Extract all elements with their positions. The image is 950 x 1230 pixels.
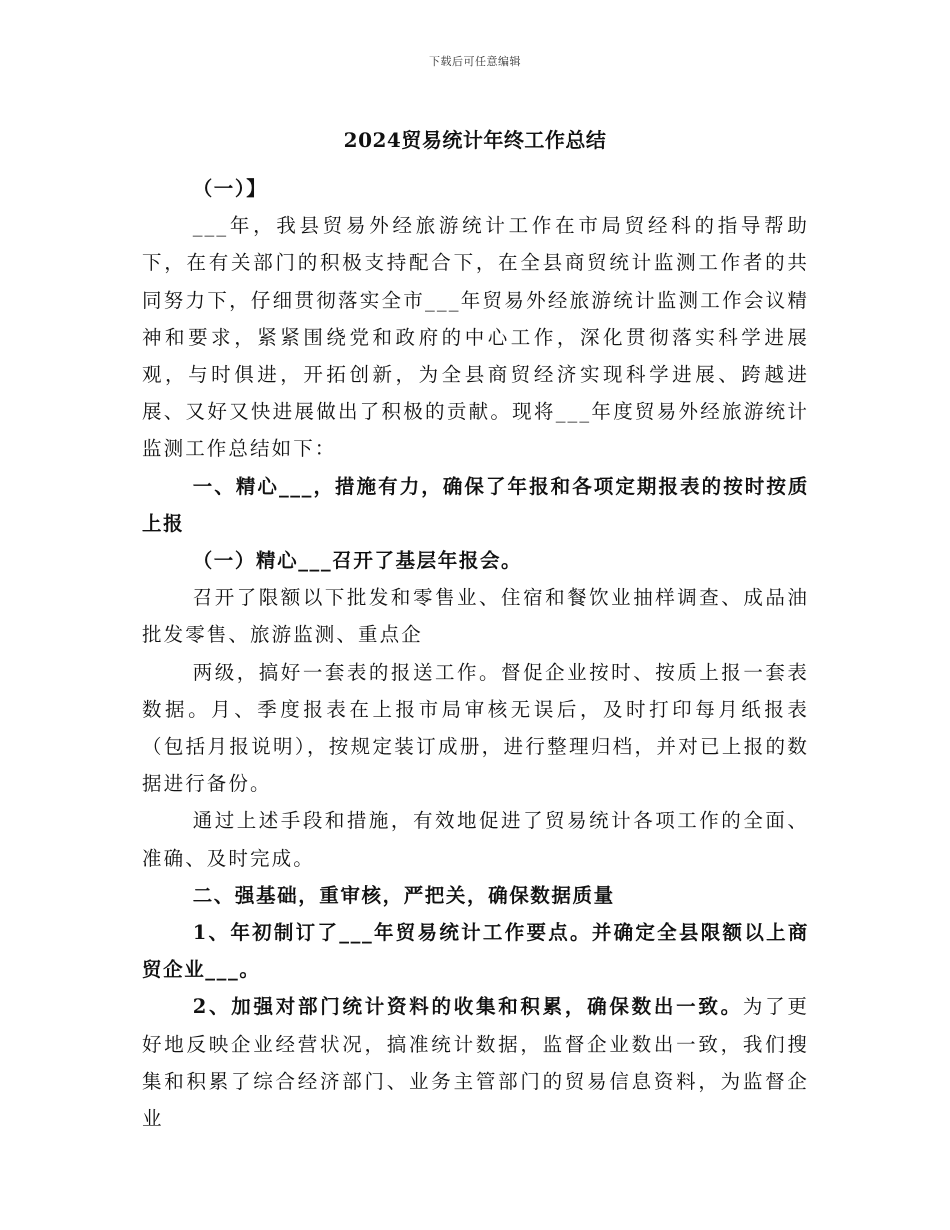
item-2-lead: 2、加强对部门统计资料的收集和积累，确保数出一致。 — [192, 995, 743, 1019]
section-marker: （一）】 — [192, 177, 268, 200]
heading-2: 二、强基础，重审核，严把关，确保数据质量 — [192, 883, 615, 907]
document-body — [142, 170, 809, 1137]
paragraph-survey: 召开了限额以下批发和零售业、住宿和餐饮业抽样调查、成品油批发零售、旅游监测、重点企 — [142, 586, 809, 647]
subheading-1-1: （一）精心___召开了基层年报会。 — [192, 549, 523, 573]
intro-paragraph: ___年，我县贸易外经旅游统计工作在市局贸经科的指导帮助下，在有关部门的积极支持配合下，在全县商贸统计监测工作者的共同努力下，仔细贯彻落实全市___年贸易外经旅游统计监测工作会议精神和要求，紧紧围绕党和政府的中心工作，深化贯彻落实科学进展观，与时俱进，开拓创新，为全县商贸经济实现科学进展、跨越进展、又好又快进展做出了积极的贡献。现将___年度贸易外经旅游统计监测工作总结如下： — [142, 214, 809, 461]
paragraph-reporting: 两级，搞好一套表的报送工作。督促企业按时、按质上报一套表数据。月、季度报表在上报市局审核无误后，及时打印每月纸报表（包括月报说明），按规定装订成册，进行整理归档，并对已上报的数据进行备份。 — [142, 660, 809, 796]
document-title: 2024贸易统计年终工作总结 — [343, 128, 607, 152]
item-1: 1、年初制订了___年贸易统计工作要点。并确定全县限额以上商贸企业___。 — [142, 921, 809, 982]
heading-1: 一、精心___，措施有力，确保了年报和各项定期报表的按时按质上报 — [142, 474, 809, 535]
page-header: 下载后可任意编辑 — [429, 55, 521, 68]
paragraph-summary: 通过上述手段和措施，有效地促进了贸易统计各项工作的全面、准确、及时完成。 — [142, 809, 809, 870]
item-2 — [142, 988, 809, 1137]
item-2-body: 为了更好地反映企业经营状况，搞准统计数据，监督企业数出一致，我们搜集和积累了综合经济部门、业务主管部门的贸易信息资料，为监督企业 — [142, 995, 809, 1131]
